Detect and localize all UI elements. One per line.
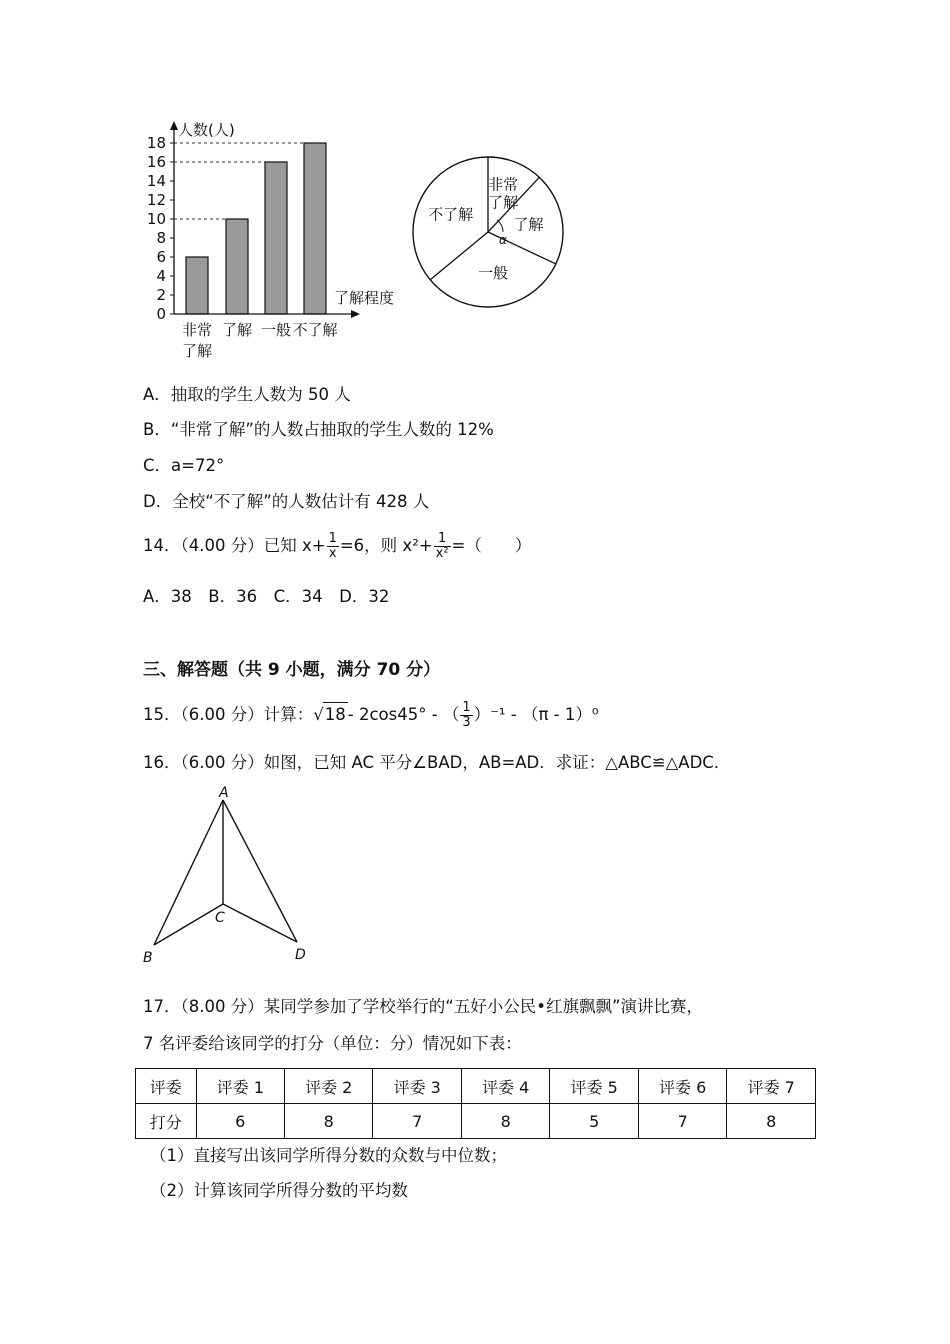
q14-fraction-1 xyxy=(327,532,339,561)
pie-chart xyxy=(405,150,575,310)
score-cell: 8 xyxy=(285,1104,373,1139)
q13-option-d: D．全校“不了解”的人数估计有 428 人 xyxy=(143,492,430,511)
score-cell: 5 xyxy=(550,1104,638,1139)
judge-cell: 评委 4 xyxy=(461,1069,549,1104)
bar-2 xyxy=(226,219,248,314)
x-category-label: 不了解 xyxy=(292,321,338,339)
q13-option-a: A．抽取的学生人数为 50 人 xyxy=(143,385,351,404)
score-cell: 7 xyxy=(638,1104,726,1139)
bar-4 xyxy=(304,143,326,314)
x-axis-label: 了解程度 xyxy=(334,289,395,307)
q13-option-b: B．“非常了解”的人数占抽取的学生人数的 12% xyxy=(143,420,494,439)
vertex-d-label: D xyxy=(295,947,306,963)
q14-frac1-numerator: 1 xyxy=(328,531,337,546)
x-axis-arrow xyxy=(351,310,360,318)
segment-ad xyxy=(223,800,297,942)
q15-mid: - 2cos45° - （ xyxy=(347,705,460,724)
y-tick-label: 4 xyxy=(156,267,166,285)
q17-sub-2: （2）计算该同学所得分数的平均数 xyxy=(150,1181,408,1200)
vertex-a-label: A xyxy=(219,785,229,801)
q14-mid: =6，则 x²+ xyxy=(339,536,433,555)
y-tick-label: 6 xyxy=(156,248,166,266)
q14-frac2-denominator: x² xyxy=(435,546,449,561)
y-tick-label: 18 xyxy=(146,134,166,152)
judge-cell: 评委 3 xyxy=(373,1069,461,1104)
alpha-angle-label: α xyxy=(499,233,507,247)
q14-frac1-denominator: x xyxy=(328,546,337,561)
bar-chart xyxy=(130,118,420,368)
y-tick-label: 12 xyxy=(146,191,166,209)
score-cell: 8 xyxy=(461,1104,549,1139)
q14-prefix: 14．（4.00 分）已知 x+ xyxy=(143,536,326,555)
section-3-title: 三、解答题（共 9 小题，满分 70 分） xyxy=(143,660,441,680)
q15-question xyxy=(143,701,598,730)
q14-fraction-2 xyxy=(434,532,451,561)
x-category-label: 了解 xyxy=(221,321,253,339)
pie-slice-label: 非常 xyxy=(488,175,519,194)
row-header-scores: 打分 xyxy=(136,1104,197,1139)
q15-frac-denominator: 3 xyxy=(462,715,471,730)
q14-suffix: =（ ） xyxy=(451,536,532,555)
x-category-label: 非常 xyxy=(181,321,213,339)
x-category-label: 了解 xyxy=(181,342,213,360)
pie-slice-label: 一般 xyxy=(478,263,509,282)
sqrt-sign: √ xyxy=(313,705,324,724)
q14-options: A．38 B．36 C．34 D．32 xyxy=(143,587,390,606)
q16-figure xyxy=(135,780,325,970)
y-tick-label: 2 xyxy=(156,286,166,304)
table-row-judges xyxy=(136,1069,816,1104)
y-axis-arrow xyxy=(170,121,178,130)
vertex-b-label: B xyxy=(143,950,153,966)
y-tick-label: 8 xyxy=(156,229,166,247)
judge-cell: 评委 6 xyxy=(638,1069,726,1104)
vertex-c-label: C xyxy=(215,910,225,926)
q16-question: 16．（6.00 分）如图，已知 AC 平分∠BAD，AB=AD．求证：△ABC≌△ADC． xyxy=(143,753,731,772)
q15-prefix: 15．（6.00 分）计算： xyxy=(143,705,314,724)
y-tick-label: 0 xyxy=(156,305,166,323)
q15-radicand: 18 xyxy=(323,702,348,727)
judge-cell: 评委 2 xyxy=(285,1069,373,1104)
score-cell: 7 xyxy=(373,1104,461,1139)
q14-question xyxy=(143,532,531,561)
y-tick-label: 10 xyxy=(146,210,166,228)
y-tick-label: 16 xyxy=(146,153,166,171)
q17-line-1: 17．（8.00 分）某同学参加了学校举行的“五好小公民•红旗飘飘”演讲比赛， xyxy=(143,997,704,1016)
judge-cell: 评委 5 xyxy=(550,1069,638,1104)
row-header-judges: 评委 xyxy=(136,1069,197,1104)
q17-line-2: 7 名评委给该同学的打分（单位：分）情况如下表： xyxy=(143,1034,522,1053)
judge-cell: 评委 1 xyxy=(196,1069,284,1104)
pie-slice-label: 了解 xyxy=(488,193,519,212)
pie-slice-label: 了解 xyxy=(513,215,544,234)
bar-3 xyxy=(265,162,287,314)
judge-cell: 评委 7 xyxy=(727,1069,816,1104)
q15-frac-numerator: 1 xyxy=(462,700,471,715)
bar-1 xyxy=(186,257,208,314)
q14-frac2-numerator: 1 xyxy=(434,532,451,547)
y-tick-label: 14 xyxy=(146,172,166,190)
q15-fraction xyxy=(460,701,472,730)
q17-sub-1: （1）直接写出该同学所得分数的众数与中位数； xyxy=(150,1146,507,1165)
segment-ab xyxy=(154,800,223,945)
q13-option-c: C．a=72° xyxy=(143,456,225,475)
score-cell: 6 xyxy=(196,1104,284,1139)
segment-dc xyxy=(223,904,297,942)
table-row-scores xyxy=(136,1104,816,1139)
x-category-label: 一般 xyxy=(260,321,292,339)
score-cell: 8 xyxy=(727,1104,816,1139)
y-axis-label: 人数(人) xyxy=(178,121,235,139)
pie-slice-label: 不了解 xyxy=(428,205,474,224)
score-table xyxy=(135,1068,816,1139)
q15-suffix: ）⁻¹ - （π - 1）⁰ xyxy=(473,705,599,724)
